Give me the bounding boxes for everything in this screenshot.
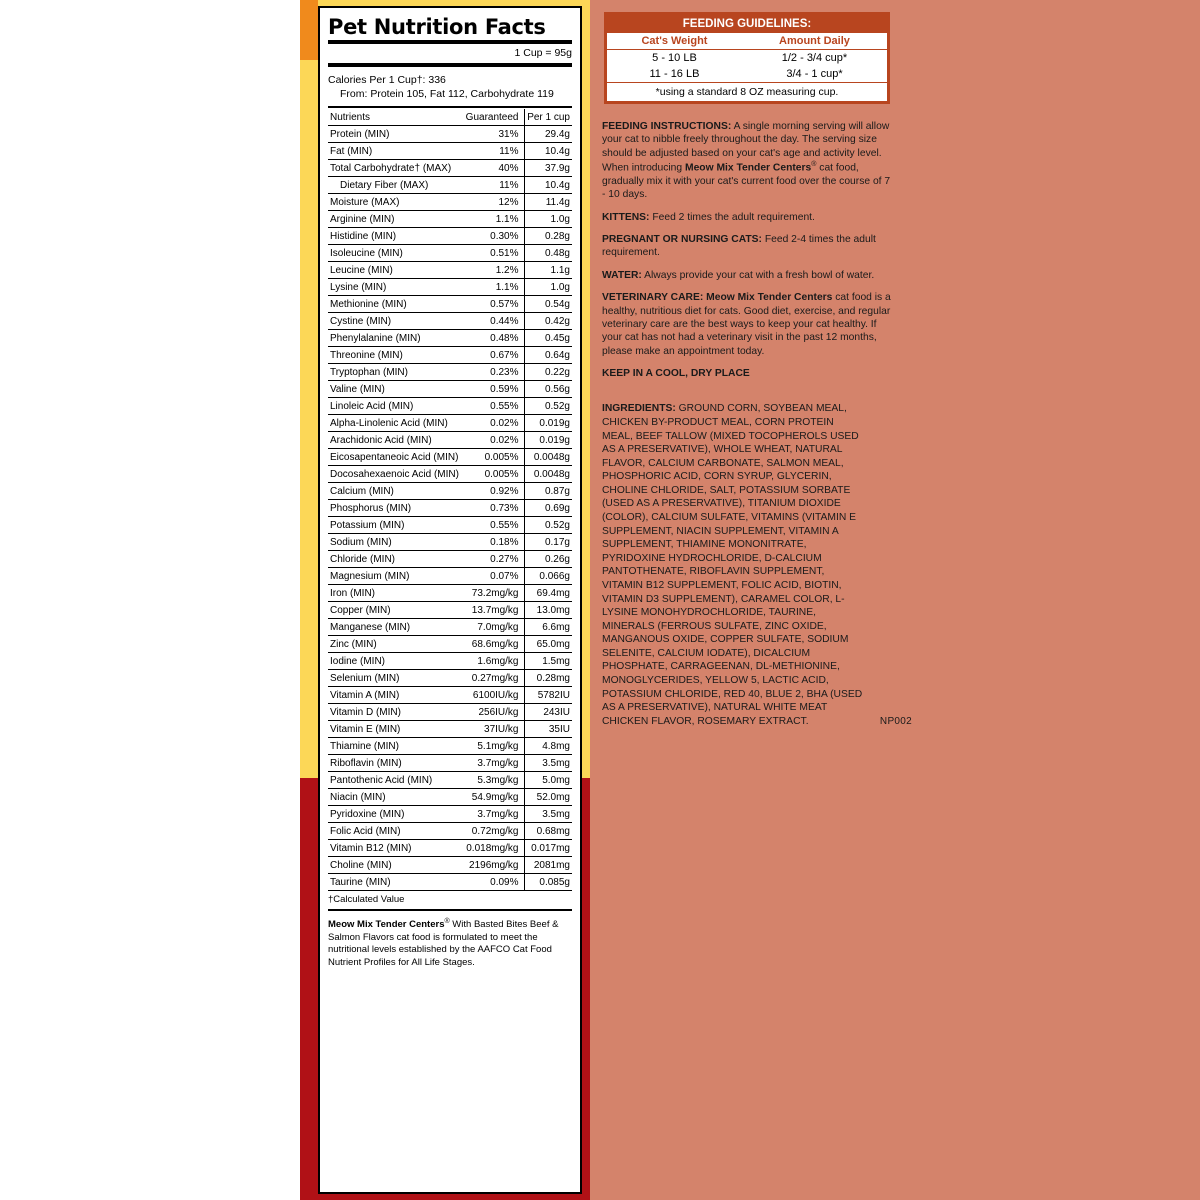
nutrient-name: Methionine (MIN) (328, 296, 463, 313)
nutrient-per-cup: 0.17g (524, 534, 572, 551)
nutrient-guaranteed: 31% (463, 126, 524, 143)
cat-weight-value: 5 - 10 LB (652, 52, 697, 64)
nutrient-guaranteed: 0.55% (463, 398, 524, 415)
nutrient-name: Vitamin E (MIN) (328, 721, 463, 738)
column-header-nutrients: Nutrients (328, 109, 463, 126)
nutrient-guaranteed: 0.27% (463, 551, 524, 568)
table-row (328, 143, 572, 160)
feeding-guidelines-heading: FEEDING GUIDELINES: (607, 15, 887, 33)
nutrient-guaranteed: 0.30% (463, 228, 524, 245)
table-row (328, 211, 572, 228)
nutrient-per-cup: 0.64g (524, 347, 572, 364)
nutrient-guaranteed: 0.73% (463, 500, 524, 517)
nutrient-guaranteed: 0.23% (463, 364, 524, 381)
nutrient-name: Leucine (MIN) (328, 262, 463, 279)
pet-nutrition-facts-panel (318, 6, 582, 1194)
table-row (328, 568, 572, 585)
table-row (328, 687, 572, 704)
nutrient-per-cup: 1.0g (524, 279, 572, 296)
divider (328, 106, 572, 108)
storage-paragraph (602, 367, 894, 380)
kittens-heading: KITTENS: (602, 211, 650, 223)
calories-block (328, 69, 572, 105)
table-header-row (328, 109, 572, 126)
ingredients-text: GROUND CORN, SOYBEAN MEAL, CHICKEN BY-PRODUCT MEAL, CORN PROTEIN MEAL, BEEF TALLOW (MIXED TOCOPHEROLS USED AS A PRESERVATIVE), WHOLE WHEAT, NATURAL FLAVOR, CALCIUM CARBONATE, SALMON MEAL, PHOSPHORIC ACID, CORN SYRUP, GLYCERIN, CHOLINE CHLORIDE, SALT, POTASSIUM SORBATE (USED AS A PRESERVATIVE), TITANIUM DIOXIDE (COLOR), CALCIUM SULFATE, VITAMINS (VITAMIN E SUPPLEMENT, NIACIN SUPPLEMENT, VITAMIN A SUPPLEMENT, THIAMINE MONONITRATE, PYRIDOXINE HYDROCHLORIDE, D-CALCIUM PANTOTHENATE, RIBOFLAVIN SUPPLEMENT, VITAMIN B12 SUPPLEMENT, FOLIC ACID, BIOTIN, VITAMIN D3 SUPPLEMENT), CARAMEL COLOR, L-LYSINE MONOHYDROCHLORIDE, TAURINE, MINERALS (FERROUS SULFATE, ZINC OXIDE, MANGANOUS OXIDE, COPPER SULFATE, SODIUM SELENITE, CALCIUM IODATE), DICALCIUM PHOSPHATE, CARRAGEENAN, DL-METHIONINE, MONOGLYCERIDES, YELLOW 5, LACTIC ACID, POTASSIUM CHLORIDE, RED 40, BLUE 2, BHA (USED AS A PRESERVATIVE), NATURAL WHITE MEAT CHICKEN FLAVOR, ROSEMARY EXTRACT. (602, 403, 863, 727)
calories-breakdown: From: Protein 105, Fat 112, Carbohydrate 119 (340, 88, 554, 101)
nutrient-name: Pyridoxine (MIN) (328, 806, 463, 823)
column-header-guaranteed: Guaranteed (463, 109, 524, 126)
nutrient-guaranteed: 0.92% (463, 483, 524, 500)
table-row (328, 755, 572, 772)
product-code: NP002 (879, 716, 912, 728)
table-row (328, 789, 572, 806)
table-row (328, 619, 572, 636)
table-row (328, 432, 572, 449)
nutrient-name: Linoleic Acid (MIN) (328, 398, 463, 415)
nutrient-guaranteed: 13.7mg/kg (463, 602, 524, 619)
nutrient-per-cup: 10.4g (524, 177, 572, 194)
nutrient-name: Selenium (MIN) (328, 670, 463, 687)
nutrient-guaranteed: 40% (463, 160, 524, 177)
nutrient-per-cup: 5.0mg (524, 772, 572, 789)
kittens-text: Feed 2 times the adult requirement. (649, 211, 815, 223)
table-row (328, 534, 572, 551)
nutrient-guaranteed: 1.1% (463, 279, 524, 296)
nutrient-name: Iron (MIN) (328, 585, 463, 602)
pregnant-paragraph (602, 233, 894, 260)
table-row (328, 160, 572, 177)
nutrient-guaranteed: 2196mg/kg (463, 857, 524, 874)
nutrient-name: Manganese (MIN) (328, 619, 463, 636)
feeding-instructions-paragraph (602, 120, 894, 202)
nutrient-per-cup: 65.0mg (524, 636, 572, 653)
nutrient-name: Eicosapentaneoic Acid (MIN) (328, 449, 463, 466)
nutrient-name: Vitamin B12 (MIN) (328, 840, 463, 857)
nutrient-guaranteed: 256IU/kg (463, 704, 524, 721)
table-row (328, 772, 572, 789)
table-row (328, 517, 572, 534)
feeding-guidelines-table (607, 33, 887, 83)
ingredients-block (602, 402, 912, 728)
nutrient-per-cup: 0.0048g (524, 466, 572, 483)
nutrient-name: Valine (MIN) (328, 381, 463, 398)
nutrient-name: Pantothenic Acid (MIN) (328, 772, 463, 789)
nutrient-per-cup: 0.22g (524, 364, 572, 381)
nutrient-name: Histidine (MIN) (328, 228, 463, 245)
table-row (328, 330, 572, 347)
aafco-statement-text: With Basted Bites Beef & Salmon Flavors cat food is formulated to meet the nutritional levels established by the AAFCO Cat Food Nutrient Profiles for All Life Stages. (328, 919, 559, 968)
feeding-instructions-brand: Meow Mix Tender Centers (685, 162, 812, 174)
nutrient-guaranteed: 0.72mg/kg (463, 823, 524, 840)
nutrient-name: Phenylalanine (MIN) (328, 330, 463, 347)
nutrient-guaranteed: 37IU/kg (463, 721, 524, 738)
nutrient-per-cup: 0.87g (524, 483, 572, 500)
nutrient-per-cup: 0.52g (524, 398, 572, 415)
nutrient-per-cup: 0.066g (524, 568, 572, 585)
nutrient-name: Zinc (MIN) (328, 636, 463, 653)
nutrient-guaranteed: 0.55% (463, 517, 524, 534)
nutrient-guaranteed: 68.6mg/kg (463, 636, 524, 653)
nutrient-name: Docosahexaenoic Acid (MIN) (328, 466, 463, 483)
ingredients-heading: INGREDIENTS: (602, 403, 676, 415)
nutrient-guaranteed: 0.005% (463, 466, 524, 483)
nutrient-guaranteed: 0.02% (463, 432, 524, 449)
table-row (328, 449, 572, 466)
nutrient-name: Thiamine (MIN) (328, 738, 463, 755)
column-header-amount-daily: Amount Daily (742, 33, 887, 50)
nutrient-name: Copper (MIN) (328, 602, 463, 619)
nutrient-name: Lysine (MIN) (328, 279, 463, 296)
nutrient-per-cup: 0.42g (524, 313, 572, 330)
table-row (328, 721, 572, 738)
nutrient-per-cup: 10.4g (524, 143, 572, 160)
registered-mark: ® (444, 918, 450, 926)
nutrient-name: Chloride (MIN) (328, 551, 463, 568)
nutrient-guaranteed: 0.51% (463, 245, 524, 262)
column-header-cat-weight: Cat's Weight (607, 33, 742, 50)
nutrient-guaranteed: 54.9mg/kg (463, 789, 524, 806)
nutrient-guaranteed: 5.1mg/kg (463, 738, 524, 755)
serving-size: 1 Cup = 95g (514, 47, 572, 60)
divider (328, 63, 572, 67)
table-row (328, 279, 572, 296)
nutrient-name: Protein (MIN) (328, 126, 463, 143)
nutrient-per-cup: 1.1g (524, 262, 572, 279)
table-row (328, 126, 572, 143)
amount-daily-value: 1/2 - 3/4 cup* (781, 52, 848, 64)
nutrient-name: Arachidonic Acid (MIN) (328, 432, 463, 449)
right-info-panel (590, 0, 1200, 1200)
table-row (328, 704, 572, 721)
table-row (328, 636, 572, 653)
nutrient-guaranteed: 0.67% (463, 347, 524, 364)
nutrient-guaranteed: 0.09% (463, 874, 524, 891)
table-row (328, 262, 572, 279)
table-row (328, 398, 572, 415)
nutrient-per-cup: 0.48g (524, 245, 572, 262)
nutrient-per-cup: 1.5mg (524, 653, 572, 670)
nutrient-guaranteed: 5.3mg/kg (463, 772, 524, 789)
nutrient-per-cup: 0.45g (524, 330, 572, 347)
nutrient-per-cup: 1.0g (524, 211, 572, 228)
nutrient-per-cup: 0.28g (524, 228, 572, 245)
nutrient-name: Potassium (MIN) (328, 517, 463, 534)
nutrient-name: Vitamin D (MIN) (328, 704, 463, 721)
table-row (328, 670, 572, 687)
nutrient-guaranteed: 0.005% (463, 449, 524, 466)
nutrient-name: Dietary Fiber (MAX) (328, 177, 463, 194)
nutrient-per-cup: 0.28mg (524, 670, 572, 687)
cat-weight-value: 11 - 16 LB (607, 66, 742, 83)
measuring-cup-note: *using a standard 8 OZ measuring cup. (655, 86, 839, 98)
nutrient-guaranteed: 3.7mg/kg (463, 806, 524, 823)
nutrient-per-cup: 6.6mg (524, 619, 572, 636)
nutrient-per-cup: 52.0mg (524, 789, 572, 806)
nutrient-guaranteed: 0.07% (463, 568, 524, 585)
feeding-guidelines-box (604, 12, 890, 104)
nutrient-guaranteed: 0.27mg/kg (463, 670, 524, 687)
nutrient-per-cup: 0.019g (524, 432, 572, 449)
nutrient-per-cup: 5782IU (524, 687, 572, 704)
nutrient-name: Cystine (MIN) (328, 313, 463, 330)
table-row (328, 738, 572, 755)
table-row (328, 415, 572, 432)
nutrient-name: Moisture (MAX) (328, 194, 463, 211)
nutrient-per-cup: 0.56g (524, 381, 572, 398)
kittens-paragraph (602, 211, 894, 224)
nutrient-guaranteed: 0.59% (463, 381, 524, 398)
nutrient-name: Vitamin A (MIN) (328, 687, 463, 704)
nutrient-guaranteed: 1.2% (463, 262, 524, 279)
nutrient-guaranteed: 0.18% (463, 534, 524, 551)
nutrient-guaranteed: 11% (463, 143, 524, 160)
nutrient-name: Threonine (MIN) (328, 347, 463, 364)
amount-daily-value: 3/4 - 1 cup* (742, 66, 887, 83)
table-row (328, 823, 572, 840)
nutrient-per-cup: 29.4g (524, 126, 572, 143)
feeding-instructions-text-1: A single morning serving will allow your cat to nibble freely throughout the day. The serving size should be adjusted based on your cat's age and activity level. When introducing (602, 121, 890, 174)
table-row (328, 177, 572, 194)
table-row (328, 602, 572, 619)
water-paragraph (602, 269, 894, 282)
nutrient-name: Sodium (MIN) (328, 534, 463, 551)
veterinary-brand: Meow Mix Tender Centers (706, 292, 833, 304)
nutrient-guaranteed: 6100IU/kg (463, 687, 524, 704)
nutrient-name: Niacin (MIN) (328, 789, 463, 806)
nutrient-name: Magnesium (MIN) (328, 568, 463, 585)
table-row (328, 500, 572, 517)
veterinary-paragraph (602, 291, 894, 358)
table-row (328, 653, 572, 670)
table-row (328, 364, 572, 381)
calculated-value-footnote: †Calculated Value (328, 891, 572, 911)
table-row (328, 874, 572, 891)
table-row (328, 296, 572, 313)
nutrient-per-cup: 0.54g (524, 296, 572, 313)
nutrient-per-cup: 69.4mg (524, 585, 572, 602)
water-text: Always provide your cat with a fresh bowl of water. (641, 269, 875, 281)
nutrient-per-cup: 35IU (524, 721, 572, 738)
nutrient-per-cup: 0.019g (524, 415, 572, 432)
nutrient-per-cup: 0.017mg (524, 840, 572, 857)
aafco-statement (328, 911, 572, 975)
table-row (328, 551, 572, 568)
table-header-row (607, 33, 887, 50)
nutrient-guaranteed: 3.7mg/kg (463, 755, 524, 772)
nutrient-name: Arginine (MIN) (328, 211, 463, 228)
calories-per-cup: Calories Per 1 Cup†: 336 (328, 74, 446, 87)
table-row (328, 840, 572, 857)
column-header-per-cup: Per 1 cup (524, 109, 572, 126)
nutrient-per-cup: 0.26g (524, 551, 572, 568)
feeding-instructions-heading: FEEDING INSTRUCTIONS: (602, 121, 732, 132)
table-row (328, 245, 572, 262)
table-row (328, 857, 572, 874)
veterinary-text: cat food is a healthy, nutritious diet for cats. Good diet, exercise, and regular veterinary care are the best ways to keep your cat healthy. If your cat has not had a veterinary visit in the past 12 months, please make an appointment today. (602, 292, 891, 357)
nutrient-guaranteed: 0.018mg/kg (463, 840, 524, 857)
page-title: Pet Nutrition Facts (328, 15, 546, 39)
nutrient-name: Isoleucine (MIN) (328, 245, 463, 262)
nutrient-per-cup: 37.9g (524, 160, 572, 177)
nutrient-name: Taurine (MIN) (328, 874, 463, 891)
water-heading: WATER: (602, 269, 642, 281)
table-row (328, 313, 572, 330)
nutrient-name: Calcium (MIN) (328, 483, 463, 500)
nutrient-per-cup: 4.8mg (524, 738, 572, 755)
nutrient-per-cup: 0.69g (524, 500, 572, 517)
nutrient-guaranteed: 12% (463, 194, 524, 211)
nutrient-name: Folic Acid (MIN) (328, 823, 463, 840)
nutrient-guaranteed: 73.2mg/kg (463, 585, 524, 602)
feeding-instructions-text-2: cat food, gradually mix it with your cat's current food over the course of 7 - 10 days. (602, 162, 891, 201)
veterinary-heading: VETERINARY CARE: (602, 292, 704, 304)
instructions-block (602, 120, 894, 380)
nutrient-guaranteed: 7.0mg/kg (463, 619, 524, 636)
table-row (607, 66, 887, 83)
nutrient-name: Total Carbohydrate† (MAX) (328, 160, 463, 177)
nutrient-per-cup: 0.0048g (524, 449, 572, 466)
nutrient-per-cup: 243IU (524, 704, 572, 721)
nutrient-name: Iodine (MIN) (328, 653, 463, 670)
table-row (607, 50, 887, 67)
nutrient-guaranteed: 1.6mg/kg (463, 653, 524, 670)
nutrient-name: Phosphorus (MIN) (328, 500, 463, 517)
left-color-band-orange (300, 0, 318, 60)
nutrient-name: Choline (MIN) (328, 857, 463, 874)
table-row (328, 347, 572, 364)
nutrient-name: Riboflavin (MIN) (328, 755, 463, 772)
nutrient-guaranteed: 1.1% (463, 211, 524, 228)
nutrient-name: Tryptophan (MIN) (328, 364, 463, 381)
table-row (328, 466, 572, 483)
nutrient-guaranteed: 0.48% (463, 330, 524, 347)
nutrient-guaranteed: 0.57% (463, 296, 524, 313)
nutrient-per-cup: 2081mg (524, 857, 572, 874)
pregnant-heading: PREGNANT OR NURSING CATS: (602, 234, 762, 246)
divider (328, 40, 572, 44)
nutrient-per-cup: 11.4g (524, 194, 572, 211)
nutrient-per-cup: 0.68mg (524, 823, 572, 840)
table-row (328, 381, 572, 398)
nutrient-per-cup: 3.5mg (524, 755, 572, 772)
registered-mark: ® (811, 161, 817, 169)
nutrient-guaranteed: 11% (463, 177, 524, 194)
table-row (328, 483, 572, 500)
nutrient-per-cup: 0.52g (524, 517, 572, 534)
nutrient-per-cup: 13.0mg (524, 602, 572, 619)
nutrient-guaranteed: 0.02% (463, 415, 524, 432)
nutrient-per-cup: 3.5mg (524, 806, 572, 823)
table-row (328, 228, 572, 245)
nutrient-name: Alpha-Linolenic Acid (MIN) (328, 415, 463, 432)
aafco-statement-brand: Meow Mix Tender Centers (328, 919, 445, 931)
table-row (328, 194, 572, 211)
storage-text: KEEP IN A COOL, DRY PLACE (602, 368, 750, 380)
table-row (328, 585, 572, 602)
nutrient-guaranteed: 0.44% (463, 313, 524, 330)
pregnant-text: Feed 2-4 times the adult requirement. (602, 234, 876, 259)
nutrient-per-cup: 0.085g (524, 874, 572, 891)
nutrient-name: Fat (MIN) (328, 143, 463, 160)
table-row (328, 806, 572, 823)
nutrients-table (328, 109, 572, 891)
